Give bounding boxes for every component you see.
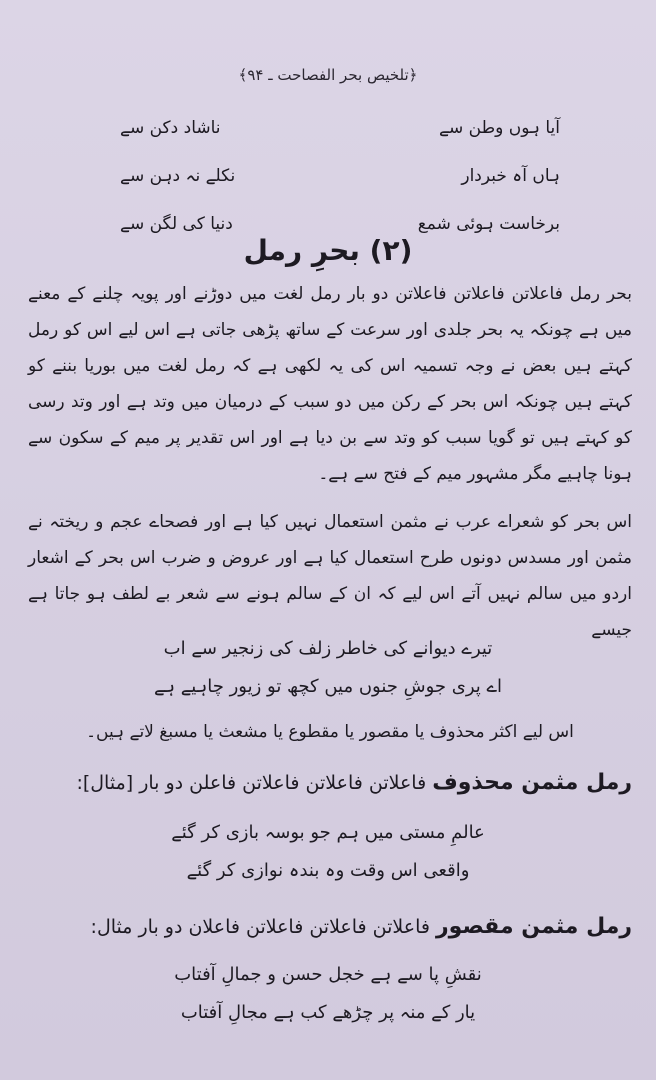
section-title: (۲) بحرِ رمل	[243, 234, 413, 267]
paragraph-3: اس لیے اکثر محذوف یا مقصور یا مقطوع یا مشعث یا مسبغ لاتے ہیں۔	[86, 722, 574, 742]
subhead-text: فاعلاتن فاعلاتن فاعلاتن فاعلن دو بار [مثال]:	[76, 772, 433, 794]
subhead-term: رمل مثمن مقصور	[436, 914, 632, 939]
page-header: ﴿تلخیص بحر الفصاحت ـ ۹۴﴾	[238, 66, 418, 84]
couplet-1	[0, 630, 656, 706]
verse-table	[120, 104, 560, 248]
couplet-3	[0, 956, 656, 1032]
subhead-text: فاعلاتن فاعلاتن فاعلاتن فاعلان دو بار مثال:	[90, 916, 437, 938]
couplet-line: عالمِ مستی میں ہم جو بوسہ بازی کر گئے	[171, 822, 485, 843]
verse-row	[120, 104, 560, 152]
couplet-2	[0, 814, 656, 890]
couplet-line: تیرے دیوانے کی خاطر زلف کی زنجیر سے اب	[163, 638, 493, 659]
paragraph-1: بحر رمل فاعلاتن فاعلاتن فاعلاتن دو بار رمل لغت میں دوڑنے اور پویہ چلنے کے معنے میں ہے چونکہ یہ بحر جلدی اور سرعت کے ساتھ پڑھی جاتی ہے اس لیے اس کو رمل کہتے ہیں بعض نے وجہ تسمیہ اس کی یہ لکھی ہے کہ رمل لغت میں بوریا بننے کو کہتے ہیں چونکہ اس بحر کے رکن میں دو سبب کے درمیان میں وتد ہے اور وتد رسی کو کہتے ہیں تو گویا سبب کو وتد سے بن دیا ہے اور اس تقدیر پر میم کے سکون سے ہونا چاہیے مگر مشہور میم کے فتح سے ہے۔	[28, 284, 632, 484]
couplet-line: یار کے منہ پر چڑھے کب ہے مجالِ آفتاب	[180, 1002, 476, 1023]
verse-hemistich: برخاست ہوئی شمع	[417, 214, 560, 234]
subhead-term: رمل مثمن محذوف	[432, 770, 632, 795]
verse-hemistich: نکلے نہ دہن سے	[120, 166, 236, 186]
verse-hemistich: آیا ہوں وطن سے	[439, 118, 560, 138]
subhead-1	[28, 764, 632, 802]
paragraph-2: اس بحر کو شعراے عرب نے مثمن استعمال نہیں کیا ہے اور فصحاے عجم و ریختہ نے مثمن اور مسدس دونوں طرح استعمال کیا ہے اور عروض و ضرب اس بحر کے اشعار اردو میں سالم نہیں آتے اس لیے کہ ان کے سالم ہونے سے شعر بے لطف ہو جاتا ہے جیسے	[28, 512, 632, 640]
couplet-line: نقشِ پا سے ہے خجل حسن و جمالِ آفتاب	[174, 964, 482, 985]
couplet-line: اے پری جوشِ جنوں میں کچھ تو زیور چاہیے ہے	[153, 676, 503, 697]
verse-row	[120, 152, 560, 200]
verse-hemistich: دنیا کی لگن سے	[120, 214, 233, 234]
verse-hemistich: ناشاد دکن سے	[120, 118, 221, 138]
subhead-2	[28, 908, 632, 946]
couplet-line: واقعی اس وقت وہ بندہ نوازی کر گئے	[186, 860, 470, 881]
verse-hemistich: ہاں آہ خبردار	[461, 166, 560, 186]
